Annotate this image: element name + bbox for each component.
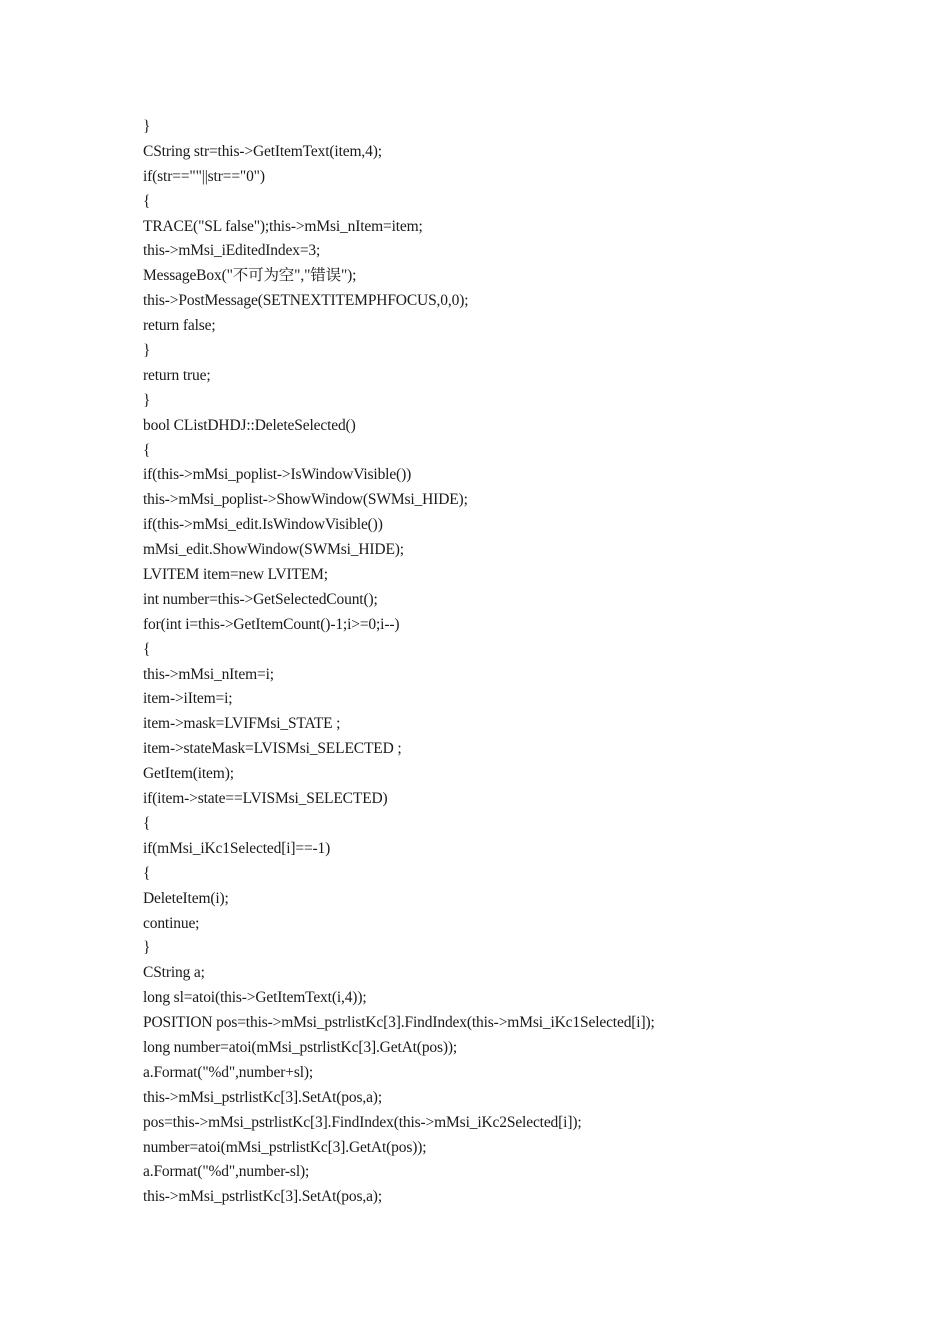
code-line: POSITION pos=this->mMsi_pstrlistKc[3].FindIndex(this->mMsi_iKc1Selected[i]); xyxy=(143,1014,655,1032)
code-line: } xyxy=(143,342,151,360)
code-line: a.Format("%d",number+sl); xyxy=(143,1063,314,1081)
code-line: item->mask=LVIFMsi_STATE ; xyxy=(143,715,341,733)
code-line: if(mMsi_iKc1Selected[i]==-1) xyxy=(143,839,331,857)
code-line: bool CListDHDJ::DeleteSelected() xyxy=(143,416,356,434)
code-line: } xyxy=(143,118,151,135)
code-line: { xyxy=(143,441,151,459)
code-line: continue; xyxy=(143,914,200,932)
code-line: mMsi_edit.ShowWindow(SWMsi_HIDE); xyxy=(143,541,404,559)
code-line: for(int i=this->GetItemCount()-1;i>=0;i--) xyxy=(143,615,400,633)
code-line: GetItem(item); xyxy=(143,765,234,783)
code-line: if(str==""||str=="0") xyxy=(143,167,265,185)
code-line: LVITEM item=new LVITEM; xyxy=(143,566,328,584)
code-line: { xyxy=(143,640,151,658)
code-line: long sl=atoi(this->GetItemText(i,4)); xyxy=(143,989,367,1007)
code-line: number=atoi(mMsi_pstrlistKc[3].GetAt(pos)); xyxy=(143,1138,427,1156)
code-line: if(this->mMsi_edit.IsWindowVisible()) xyxy=(143,516,383,534)
code-line: this->PostMessage(SETNEXTITEMPHFOCUS,0,0); xyxy=(143,292,469,310)
code-line: item->iItem=i; xyxy=(143,690,233,708)
code-line: a.Format("%d",number-sl); xyxy=(143,1163,310,1181)
code-line: long number=atoi(mMsi_pstrlistKc[3].GetAt(pos)); xyxy=(143,1038,458,1056)
code-line: this->mMsi_poplist->ShowWindow(SWMsi_HIDE); xyxy=(143,491,468,509)
code-line: return true; xyxy=(143,366,211,384)
code-line: int number=this->GetSelectedCount(); xyxy=(143,590,378,608)
code-listing xyxy=(143,115,903,1210)
code-line: pos=this->mMsi_pstrlistKc[3].FindIndex(this->mMsi_iKc2Selected[i]); xyxy=(143,1113,582,1131)
code-line: } xyxy=(143,939,151,957)
code-line: this->mMsi_pstrlistKc[3].SetAt(pos,a); xyxy=(143,1188,382,1206)
code-line: if(this->mMsi_poplist->IsWindowVisible()) xyxy=(143,466,412,484)
code-line: item->stateMask=LVISMsi_SELECTED ; xyxy=(143,740,402,758)
code-line: this->mMsi_pstrlistKc[3].SetAt(pos,a); xyxy=(143,1088,382,1106)
code-line: { xyxy=(143,864,151,882)
code-line: CString a; xyxy=(143,964,205,982)
code-line: return false; xyxy=(143,317,216,335)
code-line: TRACE("SL false");this->mMsi_nItem=item; xyxy=(143,217,423,235)
code-line: CString str=this->GetItemText(item,4); xyxy=(143,142,382,160)
code-line: MessageBox("不可为空","错误"); xyxy=(143,267,357,285)
code-line: { xyxy=(143,192,151,210)
code-line: } xyxy=(143,391,151,409)
code-line: this->mMsi_iEditedIndex=3; xyxy=(143,242,321,260)
code-line: if(item->state==LVISMsi_SELECTED) xyxy=(143,790,388,808)
code-line: this->mMsi_nItem=i; xyxy=(143,665,274,683)
code-line: { xyxy=(143,814,151,832)
code-line: DeleteItem(i); xyxy=(143,889,229,907)
